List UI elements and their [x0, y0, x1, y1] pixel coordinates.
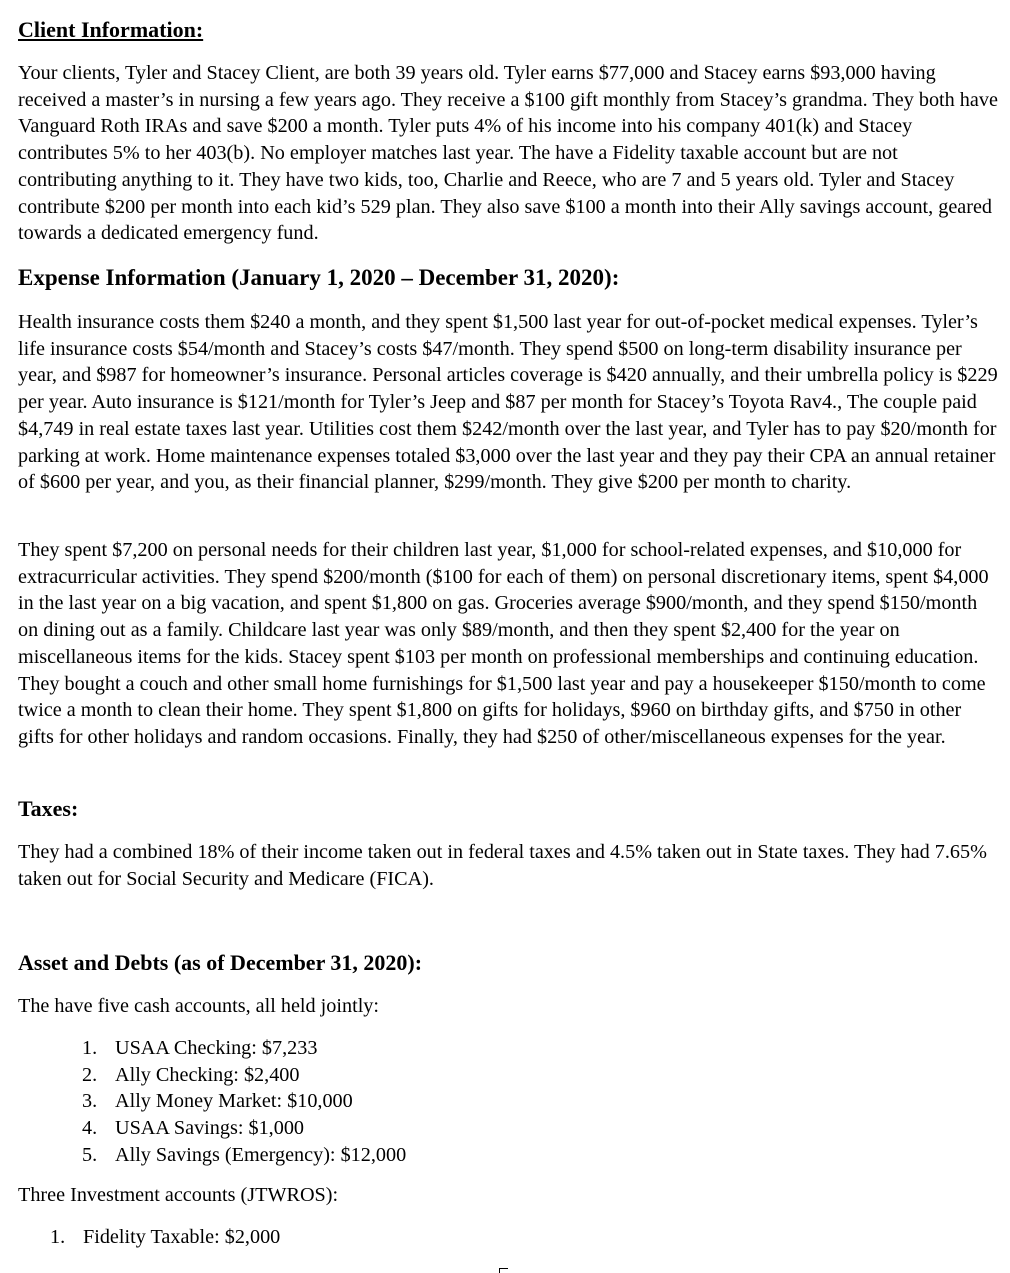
list-number: 3. — [82, 1090, 98, 1113]
expense-paragraph-1: Health insurance costs them $240 a month, and they spent $1,500 last year for out-of-pocket medical expenses. Tyler’s life insurance costs $54/month and Stacey’s costs $47/month. They spend $500 on long-term disability insurance per year, and $987 for homeowner’s insurance. Personal articles coverage is $420 annually, and their umbrella policy is $229 per year. Auto insurance is $121/month for Tyler’s Jeep and $87 per month for Stacey’s Toyota Rav4., The couple paid $4,749 in real estate taxes last year. Utilities cost them $242/month over the last year, and Tyler has to pay $20/month for parking at work. Home maintenance expenses totaled $3,000 over the last year and they pay their CPA an annual retainer of $600 per year, and you, as their financial planner, $299/month. They give $200 per month to charity. — [18, 311, 998, 494]
expense-paragraph-2: They spent $7,200 on personal needs for their children last year, $1,000 for school-related expenses, and $10,000 for extracurricular activities. They spend $200/month ($100 for each of them) on personal discretionary items, spent $4,000 in the last year on a big vacation, and spent $1,800 on gas. Groceries average $900/month, and they spend $150/month on dining out as a family. Childcare last year was only $89/month, and then they spent $2,400 for the year on miscellaneous items for the kids. Stacey spent $103 per month on professional memberships and continuing education. They bought a couch and other small home furnishings for $1,500 last year and pay a housekeeper $150/month to come twice a month to clean their home. They spent $1,800 on gifts for holidays, $960 on birthday gifts, and $750 in other gifts for other holidays and random occasions. Finally, they had $250 of other/miscellaneous expenses for the year. — [18, 539, 989, 748]
list-number: 2. — [82, 1063, 98, 1086]
expense-information-heading: Expense Information (January 1, 2020 – December 31, 2020): — [18, 265, 620, 290]
cash-accounts-intro: The have five cash accounts, all held jointly: — [18, 995, 380, 1017]
list-item-text: Ally Money Market: $10,000 — [115, 1090, 353, 1113]
list-item — [82, 1062, 406, 1089]
list-item — [82, 1088, 406, 1115]
list-number: 5. — [82, 1143, 98, 1166]
investment-accounts-intro: Three Investment accounts (JTWROS): — [18, 1184, 339, 1206]
list-item-text: USAA Checking: $7,233 — [115, 1037, 318, 1059]
list-item — [50, 1224, 280, 1251]
client-information-paragraph: Your clients, Tyler and Stacey Client, are both 39 years old. Tyler earns $77,000 and Stacey earns $93,000 having received a master’s in nursing a few years ago. They receive a $100 gift monthly from Stacey’s grandma. They both have Vanguard Roth IRAs and save $200 a month. Tyler puts 4% of his income into his company 401(k) and Stacey contributes 5% to her 403(b). No employer matches last year. The have a Fidelity taxable account but are not contributing anything to it. They have two kids, too, Charlie and Reece, who are 7 and 5 years old. Tyler and Stacey contribute $200 per month into each kid’s 529 plan. They also save $100 a month into their Ally savings account, geared towards a dedicated emergency fund. — [18, 62, 998, 245]
list-number: 4. — [82, 1117, 98, 1140]
list-item — [82, 1115, 406, 1142]
investment-accounts-list — [50, 1224, 280, 1251]
client-information-heading: Client Information: — [18, 17, 204, 42]
taxes-paragraph: They had a combined 18% of their income taken out in federal taxes and 4.5% taken out in State taxes. They had 7.65% taken out for Social Security and Medicare (FICA). — [18, 841, 987, 890]
list-item-text: Fidelity Taxable: $2,000 — [83, 1226, 281, 1248]
list-item — [82, 1142, 406, 1169]
cash-accounts-list — [82, 1035, 406, 1168]
page-footer-mark — [499, 1268, 508, 1273]
list-number: 1. — [50, 1226, 66, 1248]
taxes-heading: Taxes: — [18, 796, 79, 821]
list-number: 1. — [82, 1037, 98, 1059]
list-item — [82, 1035, 406, 1062]
list-item-text: Ally Savings (Emergency): $12,000 — [115, 1143, 407, 1166]
list-item-text: USAA Savings: $1,000 — [115, 1117, 305, 1140]
list-item-text: Ally Checking: $2,400 — [115, 1063, 300, 1086]
assets-debts-heading: Asset and Debts (as of December 31, 2020): — [18, 950, 423, 975]
